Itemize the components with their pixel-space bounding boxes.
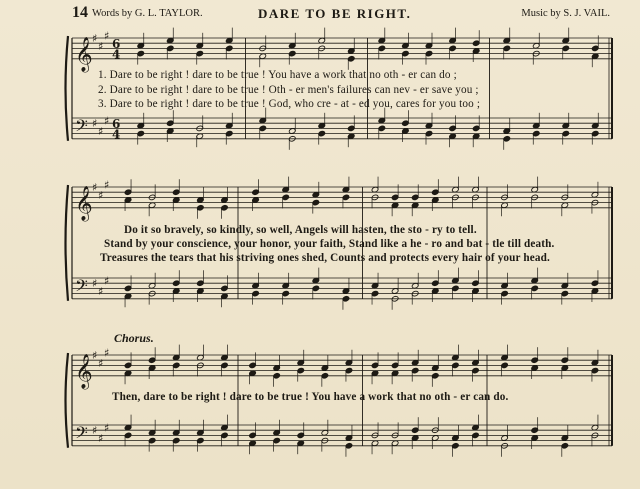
verse-3-line-2: Treasures the tears that his striving ones shed, Counts and protects every hair of your head. xyxy=(100,252,550,264)
system-3-treble-key-signature: ♯ xyxy=(98,356,104,370)
system-1-treble-time-signature-top: 6 xyxy=(112,36,121,51)
system-2-treble-key-signature: ♯ xyxy=(98,188,104,202)
system-1-treble-time-signature-bottom: 4 xyxy=(112,47,121,62)
system-3-bass-key-signature: ♯ xyxy=(92,424,98,438)
system-2-treble-clef-icon: 𝄞 xyxy=(75,185,93,221)
system-2-brace xyxy=(66,185,69,301)
system-1-bass-key-signature: ♯ xyxy=(104,114,110,128)
system-3-brace xyxy=(66,353,69,448)
lyricist-credit: Words by G. L. TAYLOR. xyxy=(92,8,203,19)
system-1-treble-clef-icon: 𝄞 xyxy=(75,36,93,72)
system-1-bass-clef-icon: 𝄢 xyxy=(75,115,88,140)
system-2-bass-key-signature: ♯ xyxy=(92,277,98,291)
verse-1-line-1: 1. Dare to be right ! dare to be true ! You have a work that no oth - er can do ; xyxy=(98,69,457,81)
verse-2-line-2: Stand by your conscience, your honor, your faith, Stand like a he - ro and bat - tle till death. xyxy=(104,238,555,250)
system-1-bass-time-signature-bottom: 4 xyxy=(112,127,121,142)
system-3-bass-key-signature: ♯ xyxy=(98,432,104,445)
system-3-bass-clef-icon: 𝄢 xyxy=(75,422,88,447)
page-number: 14 xyxy=(72,4,88,21)
system-1-treble-key-signature: ♯ xyxy=(98,39,104,53)
system-2-treble-key-signature: ♯ xyxy=(92,181,98,194)
system-1-treble-key-signature: ♯ xyxy=(104,29,110,43)
hymn-title: DARE TO BE RIGHT. xyxy=(258,6,412,21)
verse-2-line-1: 2. Dare to be right ! dare to be true ! Oth - er men's failures can nev - er save you ; xyxy=(98,84,479,96)
system-3-treble-key-signature: ♯ xyxy=(92,349,98,362)
verse-1-line-2: Do it so bravely, so kindly, so well, Angels will hasten, the sto - ry to tell. xyxy=(124,224,477,236)
system-3-treble-key-signature: ♯ xyxy=(104,346,110,360)
system-2-bass-key-signature: ♯ xyxy=(104,274,110,288)
system-2-treble-key-signature: ♯ xyxy=(104,178,110,192)
system-1-bass-time-signature-top: 6 xyxy=(112,116,121,131)
system-1-brace xyxy=(66,36,69,141)
chorus-label: Chorus. xyxy=(114,331,154,345)
system-1-bass-key-signature: ♯ xyxy=(98,125,104,138)
composer-credit: Music by S. J. VAIL. xyxy=(521,8,610,19)
system-3-bass-key-signature: ♯ xyxy=(104,421,110,435)
system-1-bass-key-signature: ♯ xyxy=(92,117,98,131)
system-2-bass-clef-icon: 𝄢 xyxy=(75,275,88,300)
verse-3-line-1: 3. Dare to be right ! dare to be true ! God, who cre - at - ed you, cares for you too ; xyxy=(98,98,481,110)
system-1-treble-key-signature: ♯ xyxy=(92,32,98,45)
chorus-line: Then, dare to be right ! dare to be true ! You have a work that no oth - er can do. xyxy=(112,391,509,403)
system-3-treble-clef-icon: 𝄞 xyxy=(75,353,93,389)
system-2-bass-key-signature: ♯ xyxy=(98,285,104,298)
